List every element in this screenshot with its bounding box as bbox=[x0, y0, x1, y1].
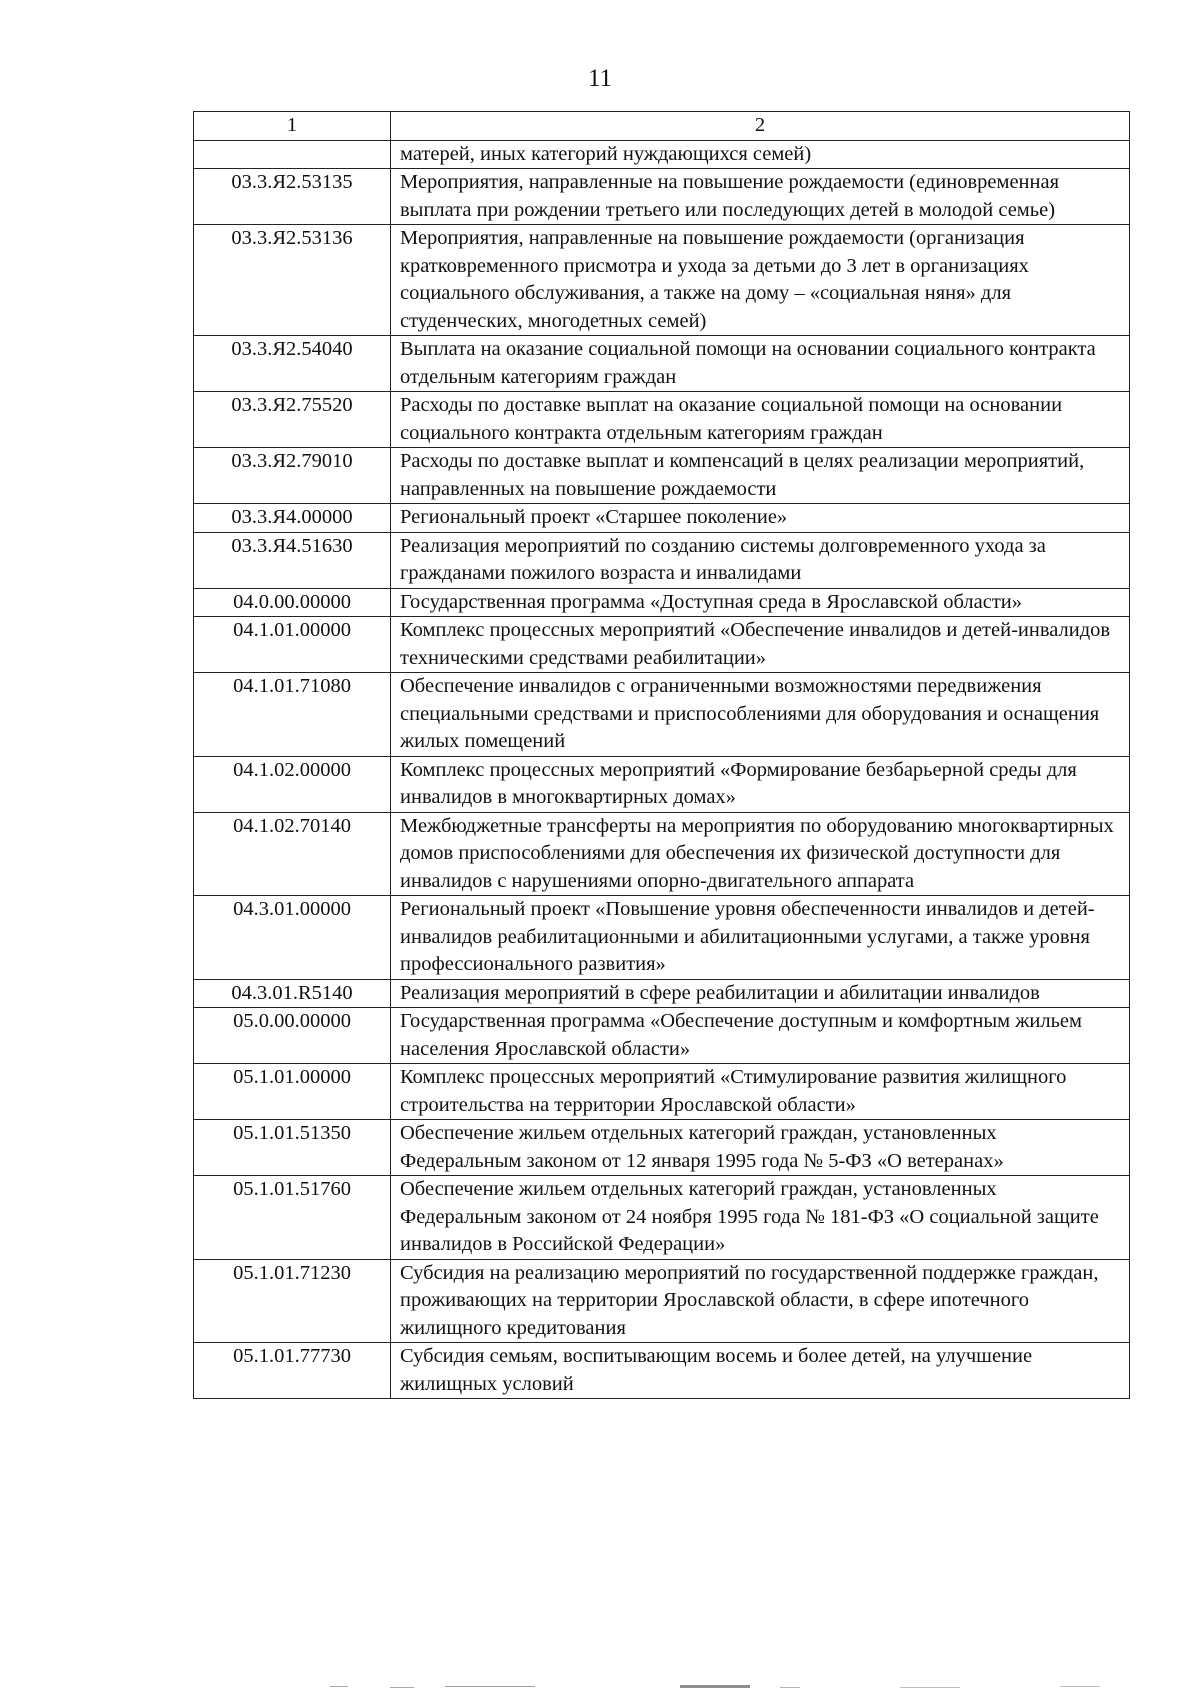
row-code: 04.1.02.00000 bbox=[194, 756, 391, 812]
table-row bbox=[194, 1064, 1130, 1120]
row-description: Обеспечение жильем отдельных категорий граждан, установленных Федеральным законом от 24 ноября 1995 года № 181-ФЗ «О социальной защите инвалидов в Российской Федерации» bbox=[391, 1176, 1130, 1260]
row-code: 03.3.Я2.79010 bbox=[194, 448, 391, 504]
row-description: Региональный проект «Старшее поколение» bbox=[391, 504, 1130, 533]
row-code: 05.0.00.00000 bbox=[194, 1008, 391, 1064]
row-description: Расходы по доставке выплат и компенсаций в целях реализации мероприятий, направленных на повышение рождаемости bbox=[391, 448, 1130, 504]
row-code: 05.1.01.51350 bbox=[194, 1120, 391, 1176]
scan-artifact bbox=[330, 1686, 348, 1687]
table-row bbox=[194, 812, 1130, 896]
row-description: Реализация мероприятий по созданию системы долговременного ухода за гражданами пожилого возраста и инвалидами bbox=[391, 532, 1130, 588]
header-row bbox=[194, 112, 1130, 141]
budget-code-table-container bbox=[193, 111, 1129, 1399]
row-description: Выплата на оказание социальной помощи на основании социального контракта отдельным категориям граждан bbox=[391, 336, 1130, 392]
row-code: 04.3.01.R5140 bbox=[194, 979, 391, 1008]
table-row bbox=[194, 504, 1130, 533]
table-header bbox=[194, 112, 1130, 141]
row-code: 05.1.01.51760 bbox=[194, 1176, 391, 1260]
row-code: 03.3.Я2.53135 bbox=[194, 169, 391, 225]
row-description: Расходы по доставке выплат на оказание социальной помощи на основании социального контракта отдельным категориям граждан bbox=[391, 392, 1130, 448]
row-description: Комплекс процессных мероприятий «Обеспечение инвалидов и детей-инвалидов техническими средствами реабилитации» bbox=[391, 617, 1130, 673]
table-body bbox=[194, 140, 1130, 1399]
row-code: 04.0.00.00000 bbox=[194, 588, 391, 617]
row-code: 03.3.Я2.54040 bbox=[194, 336, 391, 392]
table-row bbox=[194, 225, 1130, 336]
table-row bbox=[194, 756, 1130, 812]
table-row bbox=[194, 617, 1130, 673]
row-description: Реализация мероприятий в сфере реабилитации и абилитации инвалидов bbox=[391, 979, 1130, 1008]
table-row bbox=[194, 1259, 1130, 1343]
row-description: Комплекс процессных мероприятий «Формирование безбарьерной среды для инвалидов в многоквартирных домах» bbox=[391, 756, 1130, 812]
table-row bbox=[194, 588, 1130, 617]
table-row bbox=[194, 1343, 1130, 1399]
table-row bbox=[194, 392, 1130, 448]
table-row bbox=[194, 1008, 1130, 1064]
table-row bbox=[194, 140, 1130, 169]
row-description: Межбюджетные трансферты на мероприятия по оборудованию многоквартирных домов приспособлениями для обеспечения их физической доступности для инвалидов с нарушениями опорно-двигательного аппарата bbox=[391, 812, 1130, 896]
table-row bbox=[194, 336, 1130, 392]
scan-artifact bbox=[390, 1687, 414, 1688]
table-row bbox=[194, 1176, 1130, 1260]
table-row bbox=[194, 673, 1130, 757]
row-code: 03.3.Я4.51630 bbox=[194, 532, 391, 588]
scan-artifact bbox=[780, 1687, 800, 1688]
row-code: 04.1.01.00000 bbox=[194, 617, 391, 673]
row-code bbox=[194, 140, 391, 169]
column-header-description: 2 bbox=[391, 112, 1130, 141]
table-row bbox=[194, 979, 1130, 1008]
row-description: Субсидия семьям, воспитывающим восемь и более детей, на улучшение жилищных условий bbox=[391, 1343, 1130, 1399]
page-number: 11 bbox=[587, 65, 613, 92]
row-description: Субсидия на реализацию мероприятий по государственной поддержке граждан, проживающих на территории Ярославской области, в сфере ипотечного жилищного кредитования bbox=[391, 1259, 1130, 1343]
row-code: 05.1.01.00000 bbox=[194, 1064, 391, 1120]
table-row bbox=[194, 169, 1130, 225]
row-code: 04.1.02.70140 bbox=[194, 812, 391, 896]
row-description: Государственная программа «Доступная среда в Ярославской области» bbox=[391, 588, 1130, 617]
scan-artifact bbox=[445, 1686, 535, 1687]
row-description: матерей, иных категорий нуждающихся семей) bbox=[391, 140, 1130, 169]
row-description: Обеспечение инвалидов с ограниченными возможностями передвижения специальными средствами и приспособлениями для оборудования и оснащения жилых помещений bbox=[391, 673, 1130, 757]
column-header-code: 1 bbox=[194, 112, 391, 141]
row-description: Государственная программа «Обеспечение доступным и комфортным жильем населения Ярославской области» bbox=[391, 1008, 1130, 1064]
row-code: 04.3.01.00000 bbox=[194, 896, 391, 980]
row-code: 05.1.01.71230 bbox=[194, 1259, 391, 1343]
row-description: Региональный проект «Повышение уровня обеспеченности инвалидов и детей-инвалидов реабилитационными и абилитационными услугами, а также уровня профессионального развития» bbox=[391, 896, 1130, 980]
table-row bbox=[194, 1120, 1130, 1176]
scan-artifact bbox=[1060, 1686, 1100, 1687]
table-row bbox=[194, 532, 1130, 588]
row-code: 03.3.Я4.00000 bbox=[194, 504, 391, 533]
row-description: Комплекс процессных мероприятий «Стимулирование развития жилищного строительства на территории Ярославской области» bbox=[391, 1064, 1130, 1120]
budget-code-table bbox=[193, 111, 1130, 1399]
table-row bbox=[194, 896, 1130, 980]
row-code: 03.3.Я2.75520 bbox=[194, 392, 391, 448]
scan-artifact bbox=[680, 1685, 750, 1688]
row-description: Обеспечение жильем отдельных категорий граждан, установленных Федеральным законом от 12 января 1995 года № 5-ФЗ «О ветеранах» bbox=[391, 1120, 1130, 1176]
row-description: Мероприятия, направленные на повышение рождаемости (единовременная выплата при рождении третьего или последующих детей в молодой семье) bbox=[391, 169, 1130, 225]
table-row bbox=[194, 448, 1130, 504]
row-code: 04.1.01.71080 bbox=[194, 673, 391, 757]
row-code: 03.3.Я2.53136 bbox=[194, 225, 391, 336]
row-description: Мероприятия, направленные на повышение рождаемости (организация кратковременного присмотра и ухода за детьми до 3 лет в организациях социального обслуживания, а также на дому – «социальная няня» для студенческих, многодетных семей) bbox=[391, 225, 1130, 336]
scan-artifact bbox=[900, 1687, 960, 1688]
row-code: 05.1.01.77730 bbox=[194, 1343, 391, 1399]
